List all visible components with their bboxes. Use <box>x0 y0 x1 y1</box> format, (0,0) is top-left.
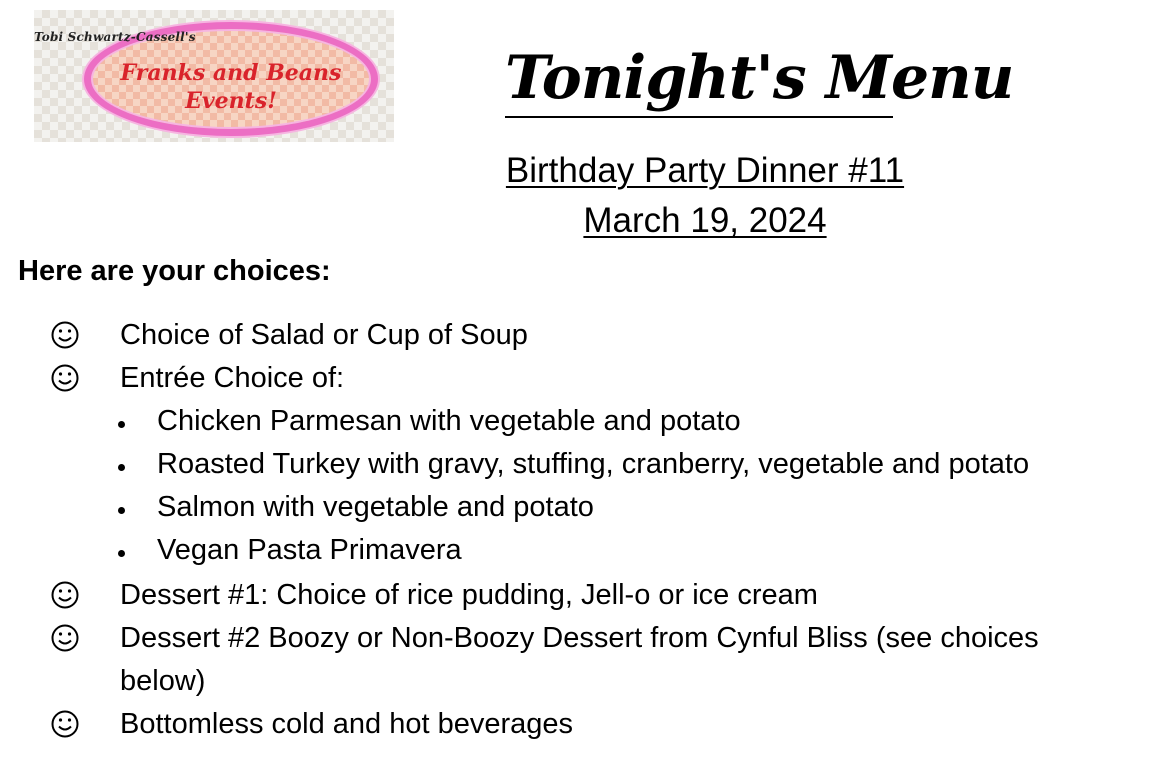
event-date: March 19, 2024 <box>583 201 827 240</box>
list-item-dessert-2: Dessert #2 Boozy or Non-Boozy Dessert from Cynful Bliss (see choices <box>120 622 1039 654</box>
logo-owner-name: Tobi Schwartz-Cassell's <box>34 30 196 44</box>
smiley-face-icon <box>50 363 80 393</box>
entree-option-vegan: Vegan Pasta Primavera <box>157 534 462 566</box>
logo-name-line2: Events! <box>185 88 277 114</box>
list-item-entree: Entrée Choice of: <box>120 362 345 394</box>
entree-option-turkey: Roasted Turkey with gravy, stuffing, cranberry, vegetable and potato <box>157 448 1030 480</box>
list-item-dessert-2-continued: below) <box>120 665 206 697</box>
franks-and-beans-logo <box>34 10 394 142</box>
menu-title: Tonight's Menu <box>505 40 893 118</box>
bullet-dot <box>118 550 125 557</box>
bullet-dot <box>118 464 125 471</box>
smiley-face-icon <box>50 709 80 739</box>
bullet-dot <box>118 507 125 514</box>
list-item-beverages: Bottomless cold and hot beverages <box>120 708 573 740</box>
smiley-face-icon <box>50 623 80 653</box>
list-item-salad: Choice of Salad or Cup of Soup <box>120 319 528 351</box>
event-name: Birthday Party Dinner #11 <box>505 151 905 190</box>
entree-option-chicken: Chicken Parmesan with vegetable and potato <box>157 405 741 437</box>
list-item-dessert-1: Dessert #1: Choice of rice pudding, Jell-o or ice cream <box>120 579 818 611</box>
smiley-face-icon <box>50 580 80 610</box>
smiley-face-icon <box>50 320 80 350</box>
bullet-dot <box>118 421 125 428</box>
choices-heading: Here are your choices: <box>18 255 331 287</box>
entree-option-salmon: Salmon with vegetable and potato <box>157 491 594 523</box>
logo-name-line1: Franks and Beans <box>120 60 342 86</box>
